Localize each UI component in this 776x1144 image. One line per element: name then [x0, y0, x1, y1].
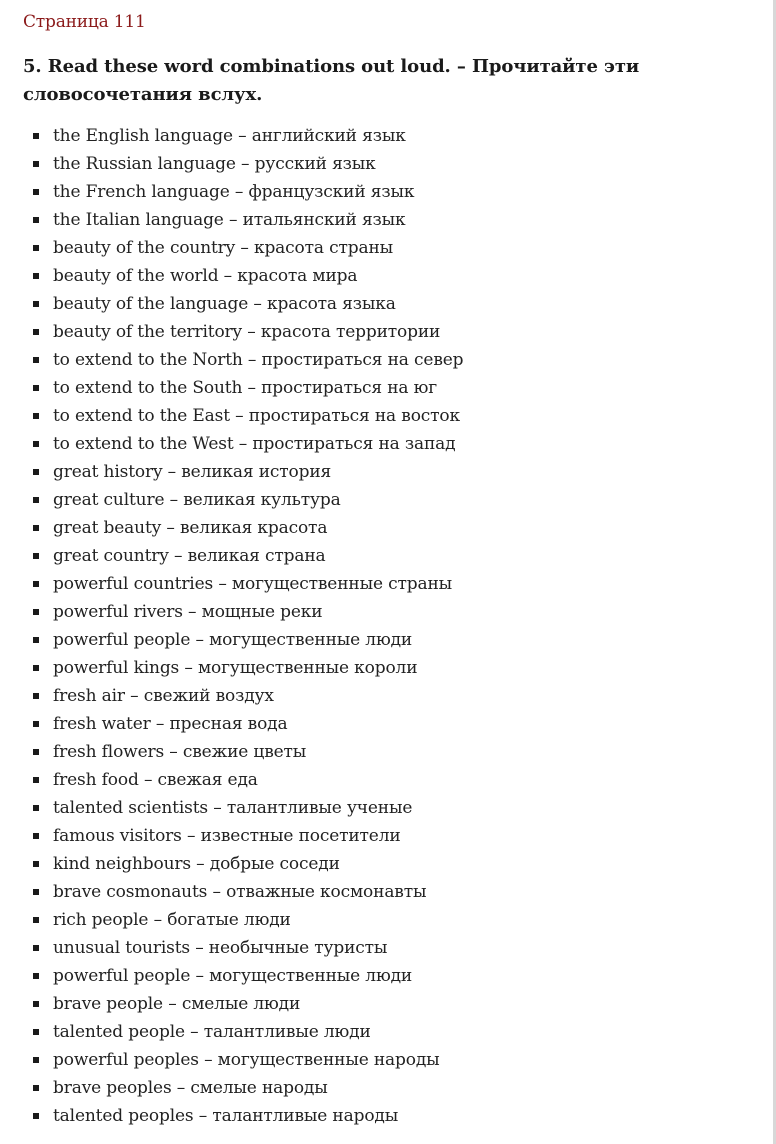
square-bullet-icon: [33, 777, 39, 783]
list-item: [23, 346, 763, 374]
square-bullet-icon: [33, 441, 39, 447]
square-bullet-icon: [33, 1057, 39, 1063]
list-item: [23, 598, 763, 626]
square-bullet-icon: [33, 525, 39, 531]
square-bullet-icon: [33, 413, 39, 419]
square-bullet-icon: [33, 245, 39, 251]
list-item-text: unusual tourists – необычные туристы: [53, 938, 388, 958]
list-item: [23, 822, 763, 850]
list-item: [23, 178, 763, 206]
square-bullet-icon: [33, 721, 39, 727]
list-item-text: powerful peoples – могущественные народы: [53, 1050, 440, 1070]
list-item: [23, 374, 763, 402]
list-item: [23, 626, 763, 654]
square-bullet-icon: [33, 217, 39, 223]
square-bullet-icon: [33, 1001, 39, 1007]
list-item-text: talented peoples – талантливые народы: [53, 1106, 399, 1126]
list-item-text: beauty of the territory – красота территории: [53, 322, 441, 342]
square-bullet-icon: [33, 833, 39, 839]
square-bullet-icon: [33, 805, 39, 811]
list-item-text: the English language – английский язык: [53, 126, 406, 146]
list-item: [23, 262, 763, 290]
list-item-text: brave peoples – смелые народы: [53, 1078, 328, 1098]
list-item: [23, 570, 763, 598]
list-item: [23, 682, 763, 710]
list-item-text: famous visitors – известные посетители: [53, 826, 401, 846]
list-item: [23, 1046, 763, 1074]
list-item-text: fresh food – свежая еда: [53, 770, 258, 790]
list-item: [23, 458, 763, 486]
square-bullet-icon: [33, 497, 39, 503]
list-item-text: fresh flowers – свежие цветы: [53, 742, 307, 762]
square-bullet-icon: [33, 861, 39, 867]
list-item: [23, 486, 763, 514]
square-bullet-icon: [33, 133, 39, 139]
list-item-text: talented people – талантливые люди: [53, 1022, 371, 1042]
square-bullet-icon: [33, 385, 39, 391]
square-bullet-icon: [33, 609, 39, 615]
square-bullet-icon: [33, 945, 39, 951]
list-item-text: fresh air – свежий воздух: [53, 686, 274, 706]
square-bullet-icon: [33, 973, 39, 979]
square-bullet-icon: [33, 581, 39, 587]
list-item: [23, 654, 763, 682]
square-bullet-icon: [33, 273, 39, 279]
list-item-text: the Russian language – русский язык: [53, 154, 376, 174]
list-item-text: rich people – богатые люди: [53, 910, 291, 930]
list-item: [23, 794, 763, 822]
square-bullet-icon: [33, 1029, 39, 1035]
word-combination-list: [23, 122, 763, 1130]
list-item-text: powerful kings – могущественные короли: [53, 658, 418, 678]
list-item-text: fresh water – пресная вода: [53, 714, 288, 734]
list-item: [23, 850, 763, 878]
list-item: [23, 1102, 763, 1130]
list-item: [23, 990, 763, 1018]
list-item-text: beauty of the language – красота языка: [53, 294, 396, 314]
page-number-link[interactable]: Страница 111: [23, 12, 146, 32]
square-bullet-icon: [33, 665, 39, 671]
square-bullet-icon: [33, 357, 39, 363]
list-item-text: to extend to the East – простираться на восток: [53, 406, 460, 426]
square-bullet-icon: [33, 637, 39, 643]
list-item-text: powerful people – могущественные люди: [53, 630, 413, 650]
list-item-text: talented scientists – талантливые ученые: [53, 798, 413, 818]
list-item: [23, 1074, 763, 1102]
square-bullet-icon: [33, 301, 39, 307]
list-item-text: brave cosmonauts – отважные космонавты: [53, 882, 427, 902]
list-item: [23, 1018, 763, 1046]
list-item: [23, 290, 763, 318]
list-item: [23, 710, 763, 738]
square-bullet-icon: [33, 917, 39, 923]
list-item-text: beauty of the world – красота мира: [53, 266, 358, 286]
list-item-text: the Italian language – итальянский язык: [53, 210, 406, 230]
list-item-text: powerful rivers – мощные реки: [53, 602, 323, 622]
list-item-text: kind neighbours – добрые соседи: [53, 854, 340, 874]
list-item: [23, 234, 763, 262]
list-item: [23, 206, 763, 234]
list-item-text: great beauty – великая красота: [53, 518, 328, 538]
list-item-text: to extend to the West – простираться на запад: [53, 434, 456, 454]
square-bullet-icon: [33, 469, 39, 475]
document-content: [23, 10, 763, 1130]
list-item: [23, 122, 763, 150]
list-item-text: great country – великая страна: [53, 546, 326, 566]
list-item: [23, 738, 763, 766]
list-item-text: to extend to the South – простираться на юг: [53, 378, 438, 398]
square-bullet-icon: [33, 161, 39, 167]
list-item-text: great history – великая история: [53, 462, 332, 482]
list-item-text: brave people – смелые люди: [53, 994, 301, 1014]
list-item: [23, 542, 763, 570]
list-item: [23, 962, 763, 990]
list-item: [23, 906, 763, 934]
square-bullet-icon: [33, 329, 39, 335]
list-item-text: to extend to the North – простираться на север: [53, 350, 464, 370]
list-item-text: beauty of the country – красота страны: [53, 238, 394, 258]
square-bullet-icon: [33, 189, 39, 195]
square-bullet-icon: [33, 693, 39, 699]
square-bullet-icon: [33, 889, 39, 895]
list-item: [23, 402, 763, 430]
square-bullet-icon: [33, 553, 39, 559]
square-bullet-icon: [33, 1113, 39, 1119]
list-item: [23, 766, 763, 794]
list-item: [23, 878, 763, 906]
list-item-text: great culture – великая культура: [53, 490, 341, 510]
exercise-heading: 5. Read these word combinations out loud. – Прочитайте эти словосочетания вслух.: [23, 56, 640, 105]
list-item: [23, 430, 763, 458]
list-item: [23, 318, 763, 346]
list-item-text: powerful countries – могущественные страны: [53, 574, 453, 594]
list-item-text: the French language – французский язык: [53, 182, 415, 202]
square-bullet-icon: [33, 1085, 39, 1091]
list-item: [23, 150, 763, 178]
square-bullet-icon: [33, 749, 39, 755]
list-item: [23, 514, 763, 542]
list-item-text: powerful people – могущественные люди: [53, 966, 413, 986]
list-item: [23, 934, 763, 962]
